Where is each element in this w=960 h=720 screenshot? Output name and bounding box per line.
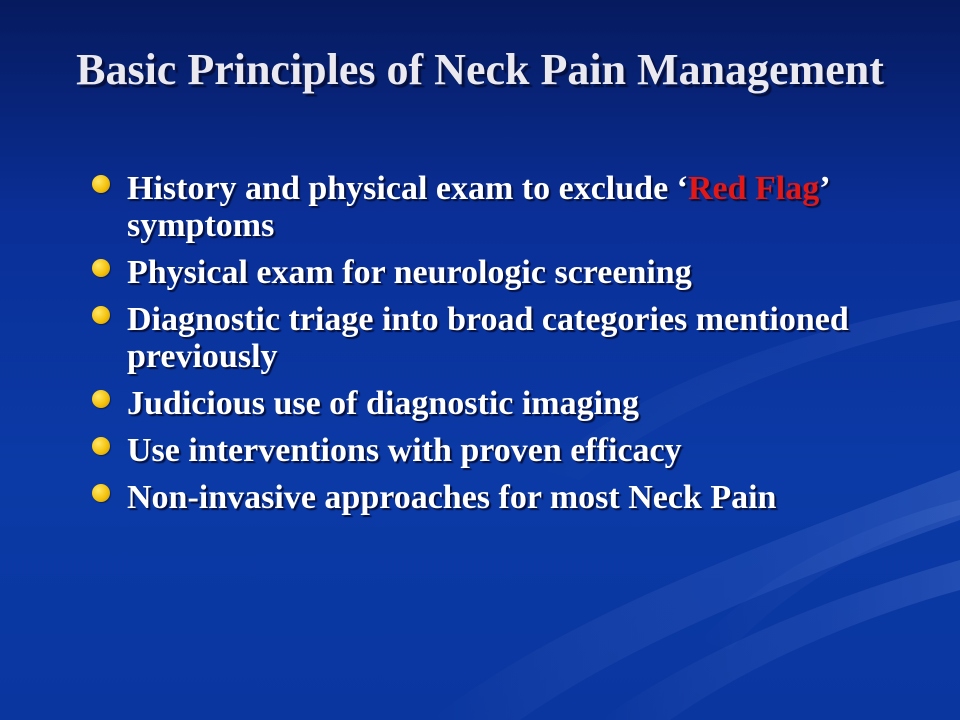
yellow-dot-icon bbox=[92, 390, 110, 408]
yellow-dot-icon bbox=[92, 259, 110, 277]
bullet-text: Non-invasive approaches for most Neck Pain bbox=[127, 479, 777, 516]
bullet-text: Judicious use of diagnostic imaging bbox=[127, 385, 639, 422]
bullet-text: Use interventions with proven efficacy bbox=[127, 432, 682, 469]
red-flag-highlight: Red Flag bbox=[687, 170, 820, 207]
bullet-item-imaging bbox=[90, 385, 880, 422]
bullet-item-diagnostic-triage bbox=[90, 301, 880, 375]
yellow-dot-icon bbox=[92, 437, 110, 455]
yellow-dot-icon bbox=[92, 306, 110, 324]
bullet-text-part: ’ symptoms bbox=[127, 170, 829, 244]
yellow-dot-icon bbox=[92, 484, 110, 502]
bullet-item-interventions bbox=[90, 432, 880, 469]
bullet-item-history bbox=[90, 170, 880, 244]
yellow-dot-icon bbox=[92, 175, 110, 193]
bullet-text: Diagnostic triage into broad categories mentioned previously bbox=[127, 301, 849, 375]
bullet-item-non-invasive bbox=[90, 479, 880, 516]
bullet-text: Physical exam for neurologic screening bbox=[127, 254, 692, 291]
bullet-list bbox=[90, 170, 880, 526]
bullet-item-physical-exam bbox=[90, 254, 880, 291]
bullet-text-part: History and physical exam to exclude ‘ bbox=[127, 170, 688, 207]
slide-title: Basic Principles of Neck Pain Management bbox=[76, 45, 884, 94]
